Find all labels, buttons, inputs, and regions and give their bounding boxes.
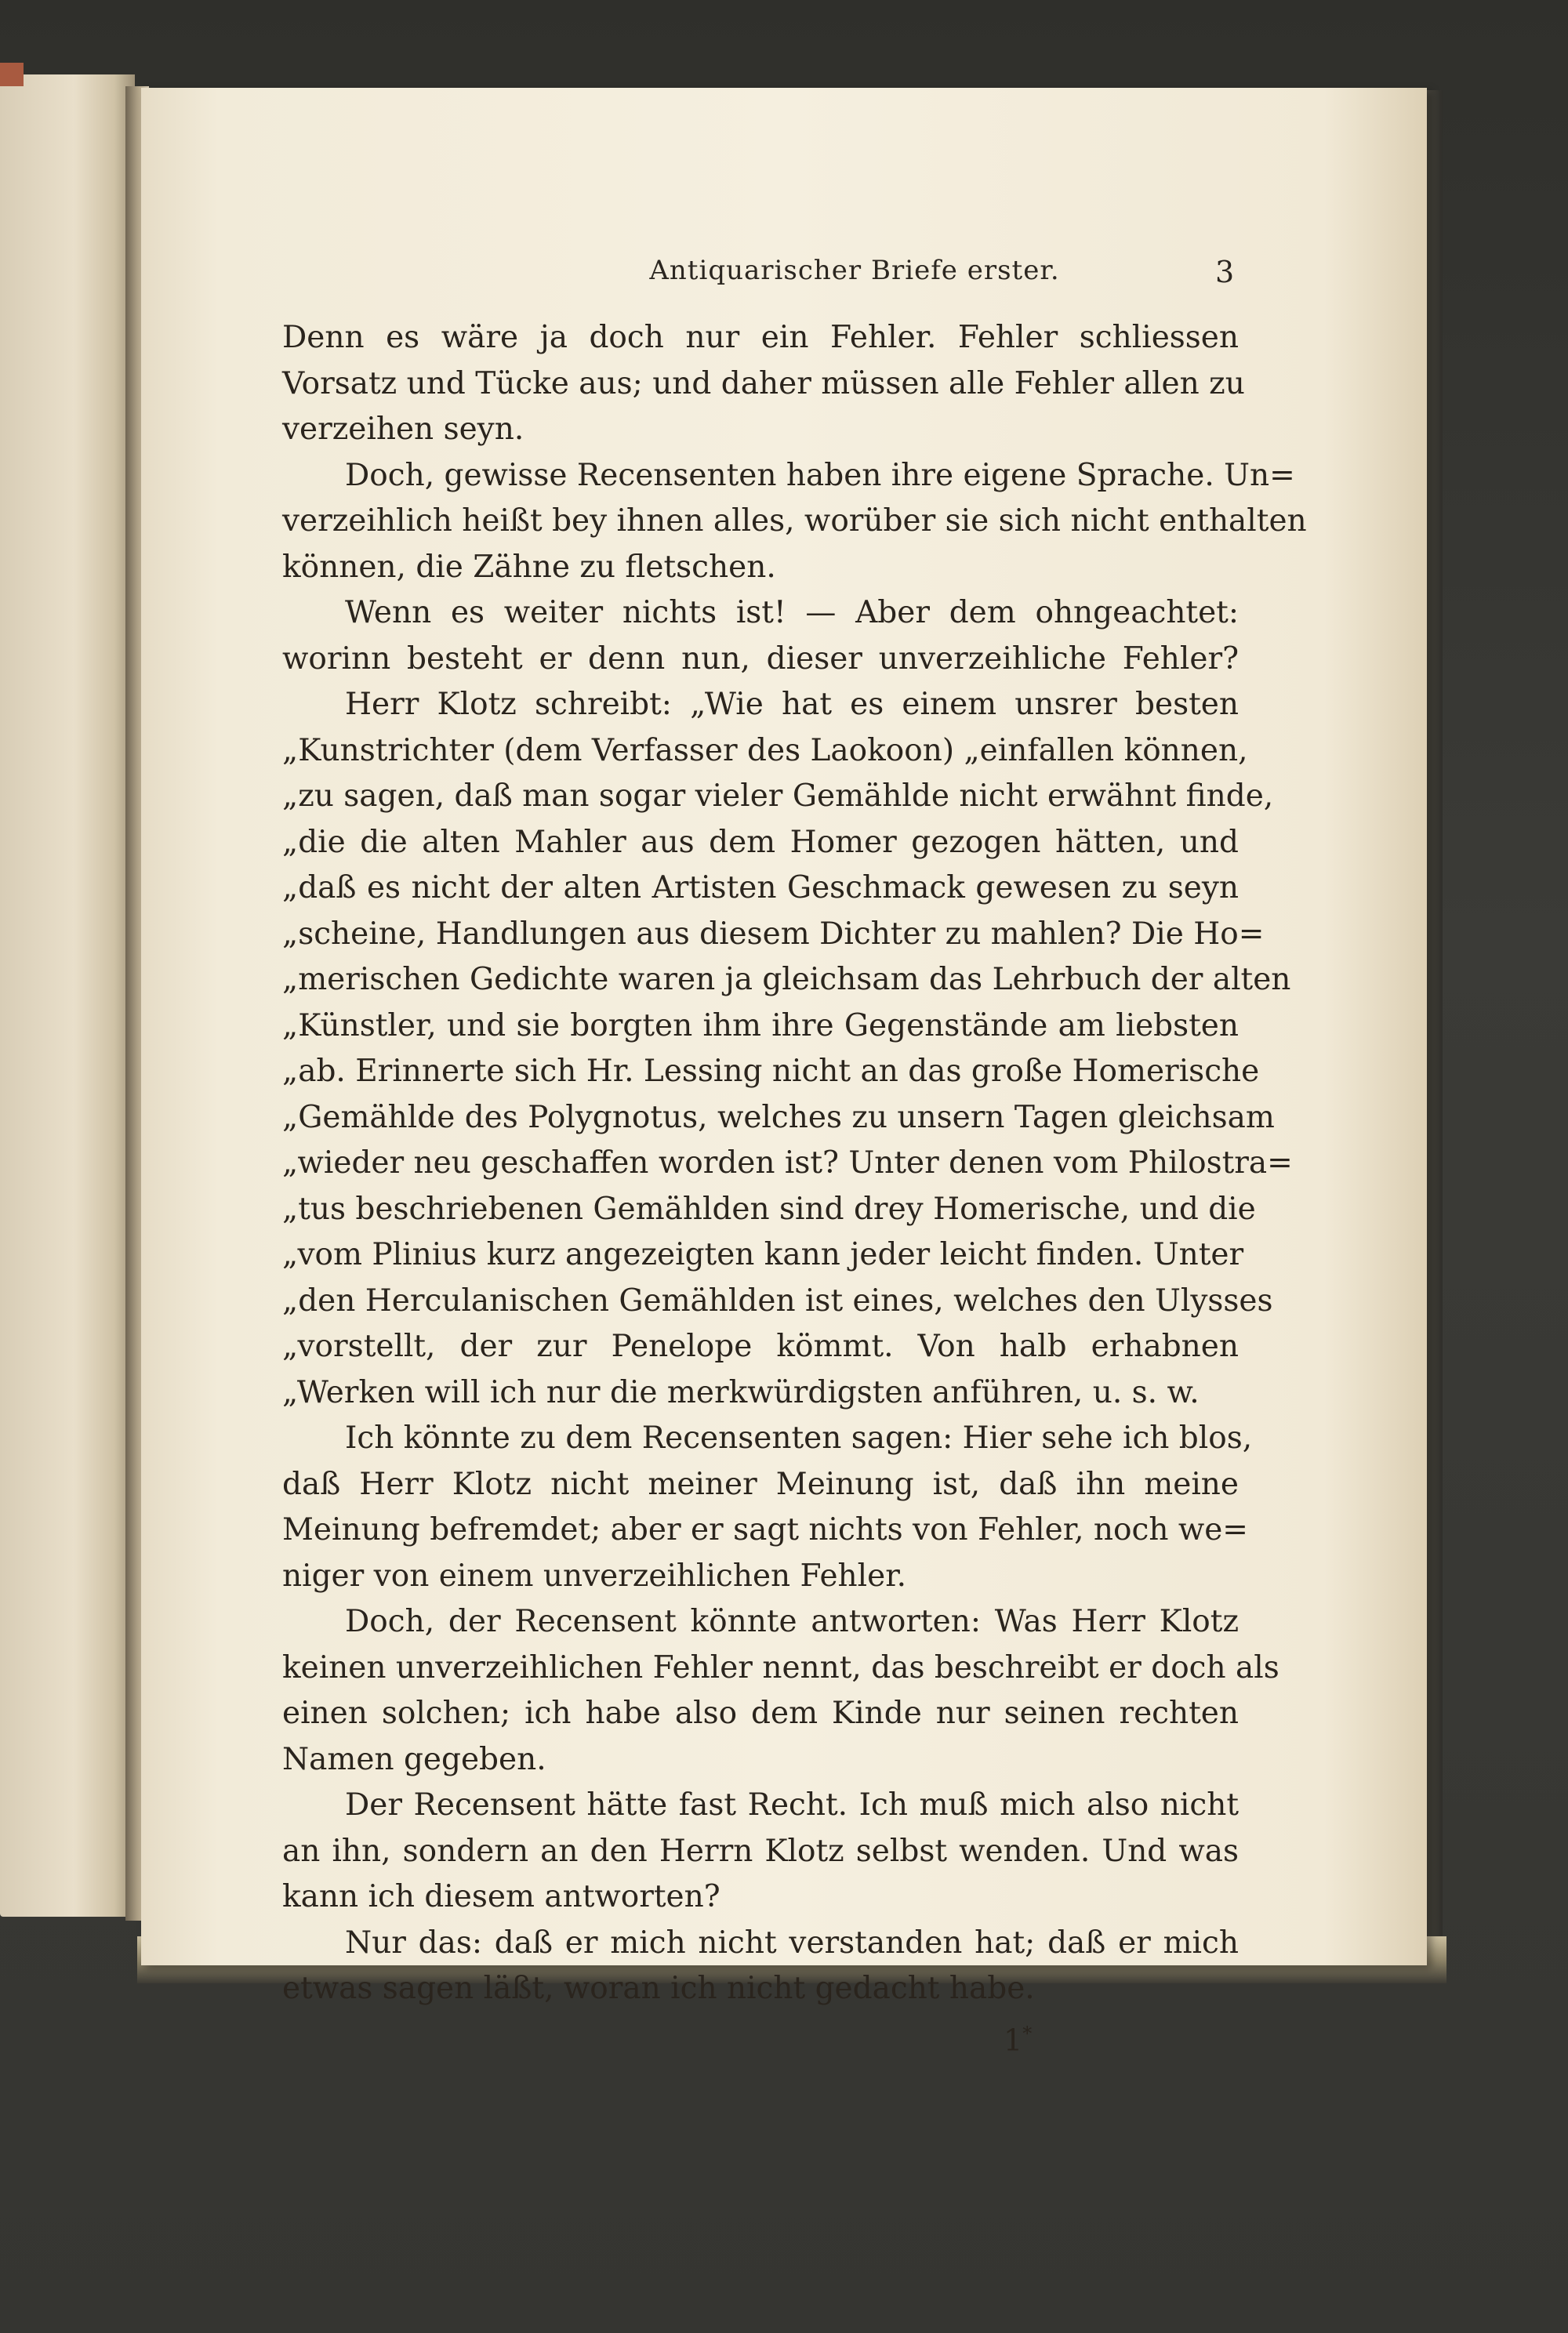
text-line: Namen gegeben. xyxy=(282,1741,546,1777)
facing-page-edge xyxy=(0,74,135,1917)
text-line: Meinung befremdet; aber er sagt nichts von Fehler, noch we= xyxy=(282,1512,1248,1547)
text-line: Doch, gewisse Recensenten haben ihre eigene Sprache. Un= xyxy=(345,457,1295,493)
text-line: „daß es nicht der alten Artisten Geschmack gewesen zu seyn xyxy=(282,870,1239,905)
text-line: kann ich diesem antworten? xyxy=(282,1879,720,1914)
text-line: niger von einem unverzeihlichen Fehler. xyxy=(282,1558,906,1594)
signature-star: * xyxy=(1022,2023,1033,2045)
text-line: „ab. Erinnerte sich Hr. Lessing nicht an das große Homerische xyxy=(282,1054,1260,1089)
text-line: „den Herculanischen Gemählden ist eines, welches den Ulysses xyxy=(282,1283,1273,1319)
body-text xyxy=(282,315,1307,2012)
page-header xyxy=(141,255,1427,302)
text-line: „Kunstrichter (dem Verfasser des Laokoon) „einfallen können, xyxy=(282,732,1248,768)
text-line: „Künstler, und sie borgten ihm ihre Gegenstände am liebsten xyxy=(282,1007,1239,1043)
text-line: daß Herr Klotz nicht meiner Meinung ist, daß ihn meine xyxy=(282,1466,1239,1502)
text-line: Doch, der Recensent könnte antworten: Was Herr Klotz xyxy=(345,1604,1239,1639)
text-line: verzeihen seyn. xyxy=(282,412,524,447)
text-line: „wieder neu geschaffen worden ist? Unter denen vom Philostra= xyxy=(282,1145,1293,1181)
text-line: „merischen Gedichte waren ja gleichsam das Lehrbuch der alten xyxy=(282,962,1291,997)
text-line: keinen unverzeihlichen Fehler nennt, das beschreibt er doch als xyxy=(282,1649,1279,1685)
running-head: Antiquarischer Briefe erster. xyxy=(649,255,1060,286)
text-line: Wenn es weiter nichts ist! — Aber dem ohngeachtet: xyxy=(345,595,1239,630)
text-line: „tus beschriebenen Gemählden sind drey Homerische, und die xyxy=(282,1191,1256,1227)
text-line: Herr Klotz schreibt: „Wie hat es einem unsrer besten xyxy=(345,687,1239,722)
cover-corner xyxy=(0,63,24,86)
text-line: Denn es wäre ja doch nur ein Fehler. Fehler schliessen xyxy=(282,320,1239,355)
text-line: „Gemählde des Polygnotus, welches zu unsern Tagen gleichsam xyxy=(282,1099,1275,1135)
text-line: „vom Plinius kurz angezeigten kann jeder leicht finden. Unter xyxy=(282,1237,1244,1272)
signature-mark xyxy=(1004,2023,1032,2058)
text-line: „vorstellt, der zur Penelope kömmt. Von halb erhabnen xyxy=(282,1329,1239,1364)
text-line: worinn besteht er denn nun, dieser unverzeihliche Fehler? xyxy=(282,640,1239,677)
text-line: etwas sagen läßt, woran ich nicht gedacht habe. xyxy=(282,1971,1035,2006)
text-line: Der Recensent hätte fast Recht. Ich muß mich also nicht xyxy=(345,1787,1239,1823)
text-line: an ihn, sondern an den Herrn Klotz selbst wenden. Und was xyxy=(282,1833,1239,1869)
text-line: „Werken will ich nur die merkwürdigsten anführen, u. s. w. xyxy=(282,1374,1200,1410)
text-line: verzeihlich heißt bey ihnen alles, worüber sie sich nicht enthalten xyxy=(282,503,1307,539)
text-line: „die die alten Mahler aus dem Homer gezogen hätten, und xyxy=(282,824,1239,860)
text-line: können, die Zähne zu fletschen. xyxy=(282,549,776,585)
page-number: 3 xyxy=(1215,255,1235,289)
text-line: Vorsatz und Tücke aus; und daher müssen alle Fehler allen zu xyxy=(282,365,1245,401)
text-line: Ich könnte zu dem Recensenten sagen: Hier sehe ich blos, xyxy=(345,1420,1253,1456)
text-line: „scheine, Handlungen aus diesem Dichter zu mahlen? Die Ho= xyxy=(282,916,1265,952)
text-line: „zu sagen, daß man sogar vieler Gemählde nicht erwähnt finde, xyxy=(282,778,1274,814)
text-line: Nur das: daß er mich nicht verstanden hat; daß er mich xyxy=(345,1925,1239,1961)
text-line: einen solchen; ich habe also dem Kinde nur seinen rechten xyxy=(282,1696,1239,1731)
signature-number: 1 xyxy=(1004,2023,1023,2058)
